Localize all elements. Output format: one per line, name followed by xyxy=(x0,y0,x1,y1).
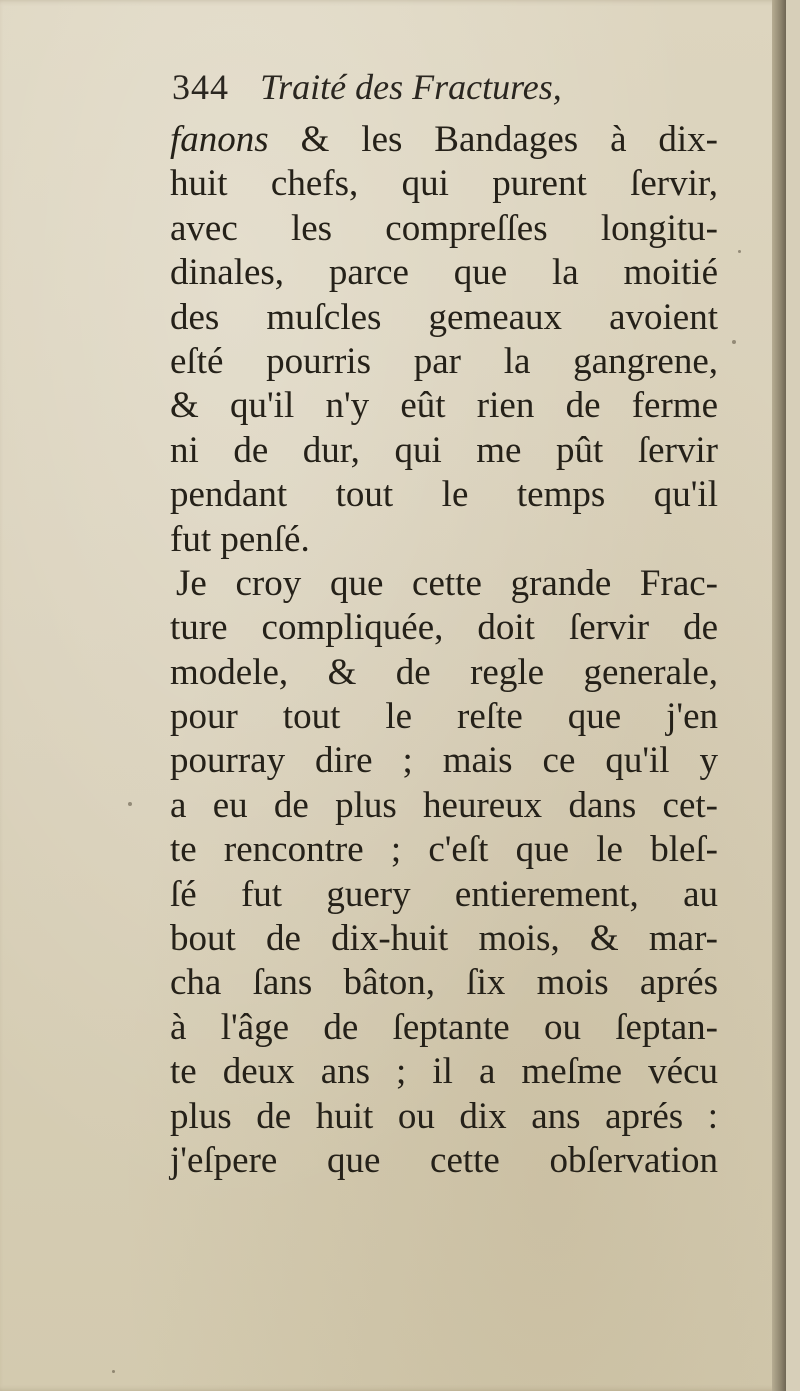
text-line: eſté pourris par la gangrene, xyxy=(170,340,718,382)
text-line: dinales, parce que la moitié xyxy=(170,252,718,294)
paper-speck xyxy=(112,1370,115,1373)
text-line: ture compliquée, doit ſervir de xyxy=(170,607,718,649)
page-edge xyxy=(772,0,786,1391)
text-line: plus de huit ou dix ans aprés : xyxy=(170,1095,718,1137)
text-line: fut penſé. xyxy=(170,518,310,560)
text-line: à l'âge de ſeptante ou ſeptan- xyxy=(170,1006,718,1048)
body-text xyxy=(170,118,718,1183)
first-word: fanons xyxy=(170,119,269,160)
text-line: fanons & les Bandages à dix- xyxy=(170,119,718,160)
text-line: cha ſans bâton, ſix mois aprés xyxy=(170,962,718,1004)
text-line: des muſcles gemeaux avoient xyxy=(170,296,718,338)
text-line: a eu de plus heureux dans cet- xyxy=(170,784,718,826)
page-header xyxy=(172,66,562,114)
paper-speck xyxy=(128,802,132,806)
text-line: huit chefs, qui purent ſervir, xyxy=(170,163,718,205)
text-line: ſé fut guery entierement, au xyxy=(170,873,718,915)
text-line: ni de dur, qui me pût ſervir xyxy=(170,429,718,471)
text-line: pour tout le reſte que j'en xyxy=(170,696,718,738)
text-line: & qu'il n'y eût rien de ferme xyxy=(170,385,718,427)
paper-speck xyxy=(738,250,741,253)
paragraph-start-line: Je croy que cette grande Frac- xyxy=(176,562,718,604)
text-line: pendant tout le temps qu'il xyxy=(170,474,718,516)
running-title: Traité des Fractures, xyxy=(260,67,562,107)
page-number: 344 xyxy=(172,67,229,107)
text-line: avec les compreſſes longitu- xyxy=(170,207,718,249)
text-line: bout de dix-huit mois, & mar- xyxy=(170,918,718,960)
text-line: j'eſpere que cette obſervation xyxy=(170,1139,718,1181)
text-line: te rencontre ; c'eſt que le bleſ- xyxy=(170,829,718,871)
text-line: te deux ans ; il a meſme vécu xyxy=(170,1051,718,1093)
paper-speck xyxy=(732,340,736,344)
text-line: pourray dire ; mais ce qu'il y xyxy=(170,740,718,782)
text-line: modele, & de regle generale, xyxy=(170,651,718,693)
